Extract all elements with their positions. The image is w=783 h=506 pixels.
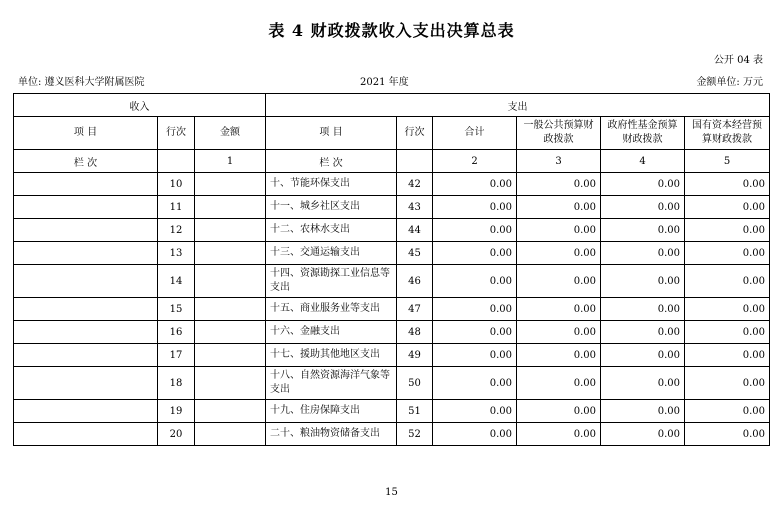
state-capital-header: 国有资本经营预算财政拨款 <box>685 117 770 150</box>
expense-row-no: 46 <box>397 265 433 298</box>
income-row-no: 11 <box>158 196 195 219</box>
header-row-sections <box>14 94 770 117</box>
state-capital-value: 0.00 <box>685 219 770 242</box>
expense-item: 十七、援助其他地区支出 <box>266 344 397 367</box>
expense-item: 十、节能环保支出 <box>266 173 397 196</box>
income-amount <box>195 242 266 265</box>
income-amount <box>195 219 266 242</box>
income-amount <box>195 196 266 219</box>
table-row <box>14 423 770 446</box>
col-index-3: 3 <box>517 150 601 173</box>
state-capital-value: 0.00 <box>685 321 770 344</box>
gov-fund-value: 0.00 <box>601 344 685 367</box>
table-row <box>14 242 770 265</box>
income-amount <box>195 321 266 344</box>
col-index-4: 4 <box>601 150 685 173</box>
expense-item-header: 项 目 <box>266 117 397 150</box>
gov-fund-value: 0.00 <box>601 196 685 219</box>
general-budget-value: 0.00 <box>517 173 601 196</box>
expense-item: 十一、城乡社区支出 <box>266 196 397 219</box>
income-section-header: 收入 <box>14 94 266 117</box>
total-value: 0.00 <box>433 344 517 367</box>
total-value: 0.00 <box>433 423 517 446</box>
gov-fund-value: 0.00 <box>601 173 685 196</box>
expense-row-no: 51 <box>397 400 433 423</box>
reporting-unit: 单位: 遵义医科大学附属医院 <box>18 77 145 88</box>
income-amount <box>195 367 266 400</box>
general-budget-value: 0.00 <box>517 423 601 446</box>
income-item <box>14 344 158 367</box>
expense-item: 十六、金融支出 <box>266 321 397 344</box>
income-amount <box>195 173 266 196</box>
state-capital-value: 0.00 <box>685 196 770 219</box>
gov-fund-value: 0.00 <box>601 265 685 298</box>
state-capital-value: 0.00 <box>685 242 770 265</box>
gov-fund-value: 0.00 <box>601 298 685 321</box>
general-budget-value: 0.00 <box>517 298 601 321</box>
income-row-no: 16 <box>158 321 195 344</box>
expense-item: 十三、交通运输支出 <box>266 242 397 265</box>
general-budget-value: 0.00 <box>517 219 601 242</box>
expense-row-no: 52 <box>397 423 433 446</box>
state-capital-value: 0.00 <box>685 400 770 423</box>
expense-row-no: 50 <box>397 367 433 400</box>
expense-item: 十四、资源勘探工业信息等支出 <box>266 265 397 298</box>
table-row <box>14 400 770 423</box>
table-row <box>14 219 770 242</box>
gov-fund-value: 0.00 <box>601 423 685 446</box>
income-item <box>14 265 158 298</box>
expense-row-no: 47 <box>397 298 433 321</box>
table-row <box>14 196 770 219</box>
header-row-column-index <box>14 150 770 173</box>
expense-row-no: 43 <box>397 196 433 219</box>
form-number: 公开 04 表 <box>713 55 763 66</box>
general-budget-value: 0.00 <box>517 265 601 298</box>
income-amount <box>195 298 266 321</box>
income-amount <box>195 423 266 446</box>
total-value: 0.00 <box>433 400 517 423</box>
state-capital-value: 0.00 <box>685 344 770 367</box>
income-row-no: 18 <box>158 367 195 400</box>
expense-row-no: 48 <box>397 321 433 344</box>
header-row-columns <box>14 117 770 150</box>
total-value: 0.00 <box>433 265 517 298</box>
general-budget-value: 0.00 <box>517 400 601 423</box>
income-item <box>14 298 158 321</box>
table-row <box>14 265 770 298</box>
total-header: 合计 <box>433 117 517 150</box>
state-capital-value: 0.00 <box>685 265 770 298</box>
fiscal-year: 2021 年度 <box>360 77 409 88</box>
income-row-no: 14 <box>158 265 195 298</box>
income-item <box>14 173 158 196</box>
state-capital-value: 0.00 <box>685 298 770 321</box>
income-amount-header: 金额 <box>195 117 266 150</box>
general-budget-value: 0.00 <box>517 344 601 367</box>
total-value: 0.00 <box>433 298 517 321</box>
income-col-label: 栏 次 <box>14 150 158 173</box>
total-value: 0.00 <box>433 367 517 400</box>
general-budget-value: 0.00 <box>517 196 601 219</box>
gov-fund-value: 0.00 <box>601 367 685 400</box>
page-number: 15 <box>385 487 398 498</box>
total-value: 0.00 <box>433 196 517 219</box>
expense-item: 十八、自然资源海洋气象等支出 <box>266 367 397 400</box>
table-row <box>14 298 770 321</box>
expense-section-header: 支出 <box>266 94 770 117</box>
general-budget-value: 0.00 <box>517 242 601 265</box>
table-row <box>14 173 770 196</box>
general-budget-value: 0.00 <box>517 321 601 344</box>
expense-row-no: 42 <box>397 173 433 196</box>
general-budget-header: 一般公共预算财政拨款 <box>517 117 601 150</box>
income-item <box>14 219 158 242</box>
income-row-no: 13 <box>158 242 195 265</box>
gov-fund-value: 0.00 <box>601 242 685 265</box>
gov-fund-value: 0.00 <box>601 219 685 242</box>
table-row <box>14 344 770 367</box>
gov-fund-value: 0.00 <box>601 321 685 344</box>
income-row-no: 12 <box>158 219 195 242</box>
expense-col-label: 栏 次 <box>266 150 397 173</box>
col-index-2: 2 <box>433 150 517 173</box>
income-item <box>14 367 158 400</box>
income-row-no: 20 <box>158 423 195 446</box>
total-value: 0.00 <box>433 321 517 344</box>
gov-fund-header: 政府性基金预算财政拨款 <box>601 117 685 150</box>
table-row <box>14 367 770 400</box>
expense-row-no-header: 行次 <box>397 117 433 150</box>
expense-col-blank <box>397 150 433 173</box>
total-value: 0.00 <box>433 242 517 265</box>
final-accounts-table <box>13 93 770 446</box>
expense-row-no: 49 <box>397 344 433 367</box>
gov-fund-value: 0.00 <box>601 400 685 423</box>
income-item <box>14 321 158 344</box>
income-item <box>14 423 158 446</box>
state-capital-value: 0.00 <box>685 423 770 446</box>
income-row-no: 19 <box>158 400 195 423</box>
col-index-5: 5 <box>685 150 770 173</box>
page-title: 表 4 财政拨款收入支出决算总表 <box>268 21 515 40</box>
general-budget-value: 0.00 <box>517 367 601 400</box>
income-amount <box>195 265 266 298</box>
income-row-no-header: 行次 <box>158 117 195 150</box>
expense-item: 二十、粮油物资储备支出 <box>266 423 397 446</box>
income-item <box>14 242 158 265</box>
income-item <box>14 196 158 219</box>
income-item <box>14 400 158 423</box>
expense-item: 十九、住房保障支出 <box>266 400 397 423</box>
income-row-no: 15 <box>158 298 195 321</box>
income-item-header: 项 目 <box>14 117 158 150</box>
income-row-no: 10 <box>158 173 195 196</box>
col-index-1: 1 <box>195 150 266 173</box>
income-amount <box>195 400 266 423</box>
income-amount <box>195 344 266 367</box>
total-value: 0.00 <box>433 219 517 242</box>
amount-unit: 金额单位: 万元 <box>696 77 763 88</box>
expense-item: 十五、商业服务业等支出 <box>266 298 397 321</box>
table-row <box>14 321 770 344</box>
total-value: 0.00 <box>433 173 517 196</box>
expense-row-no: 44 <box>397 219 433 242</box>
income-row-no: 17 <box>158 344 195 367</box>
state-capital-value: 0.00 <box>685 173 770 196</box>
expense-item: 十二、农林水支出 <box>266 219 397 242</box>
income-col-blank <box>158 150 195 173</box>
state-capital-value: 0.00 <box>685 367 770 400</box>
expense-row-no: 45 <box>397 242 433 265</box>
